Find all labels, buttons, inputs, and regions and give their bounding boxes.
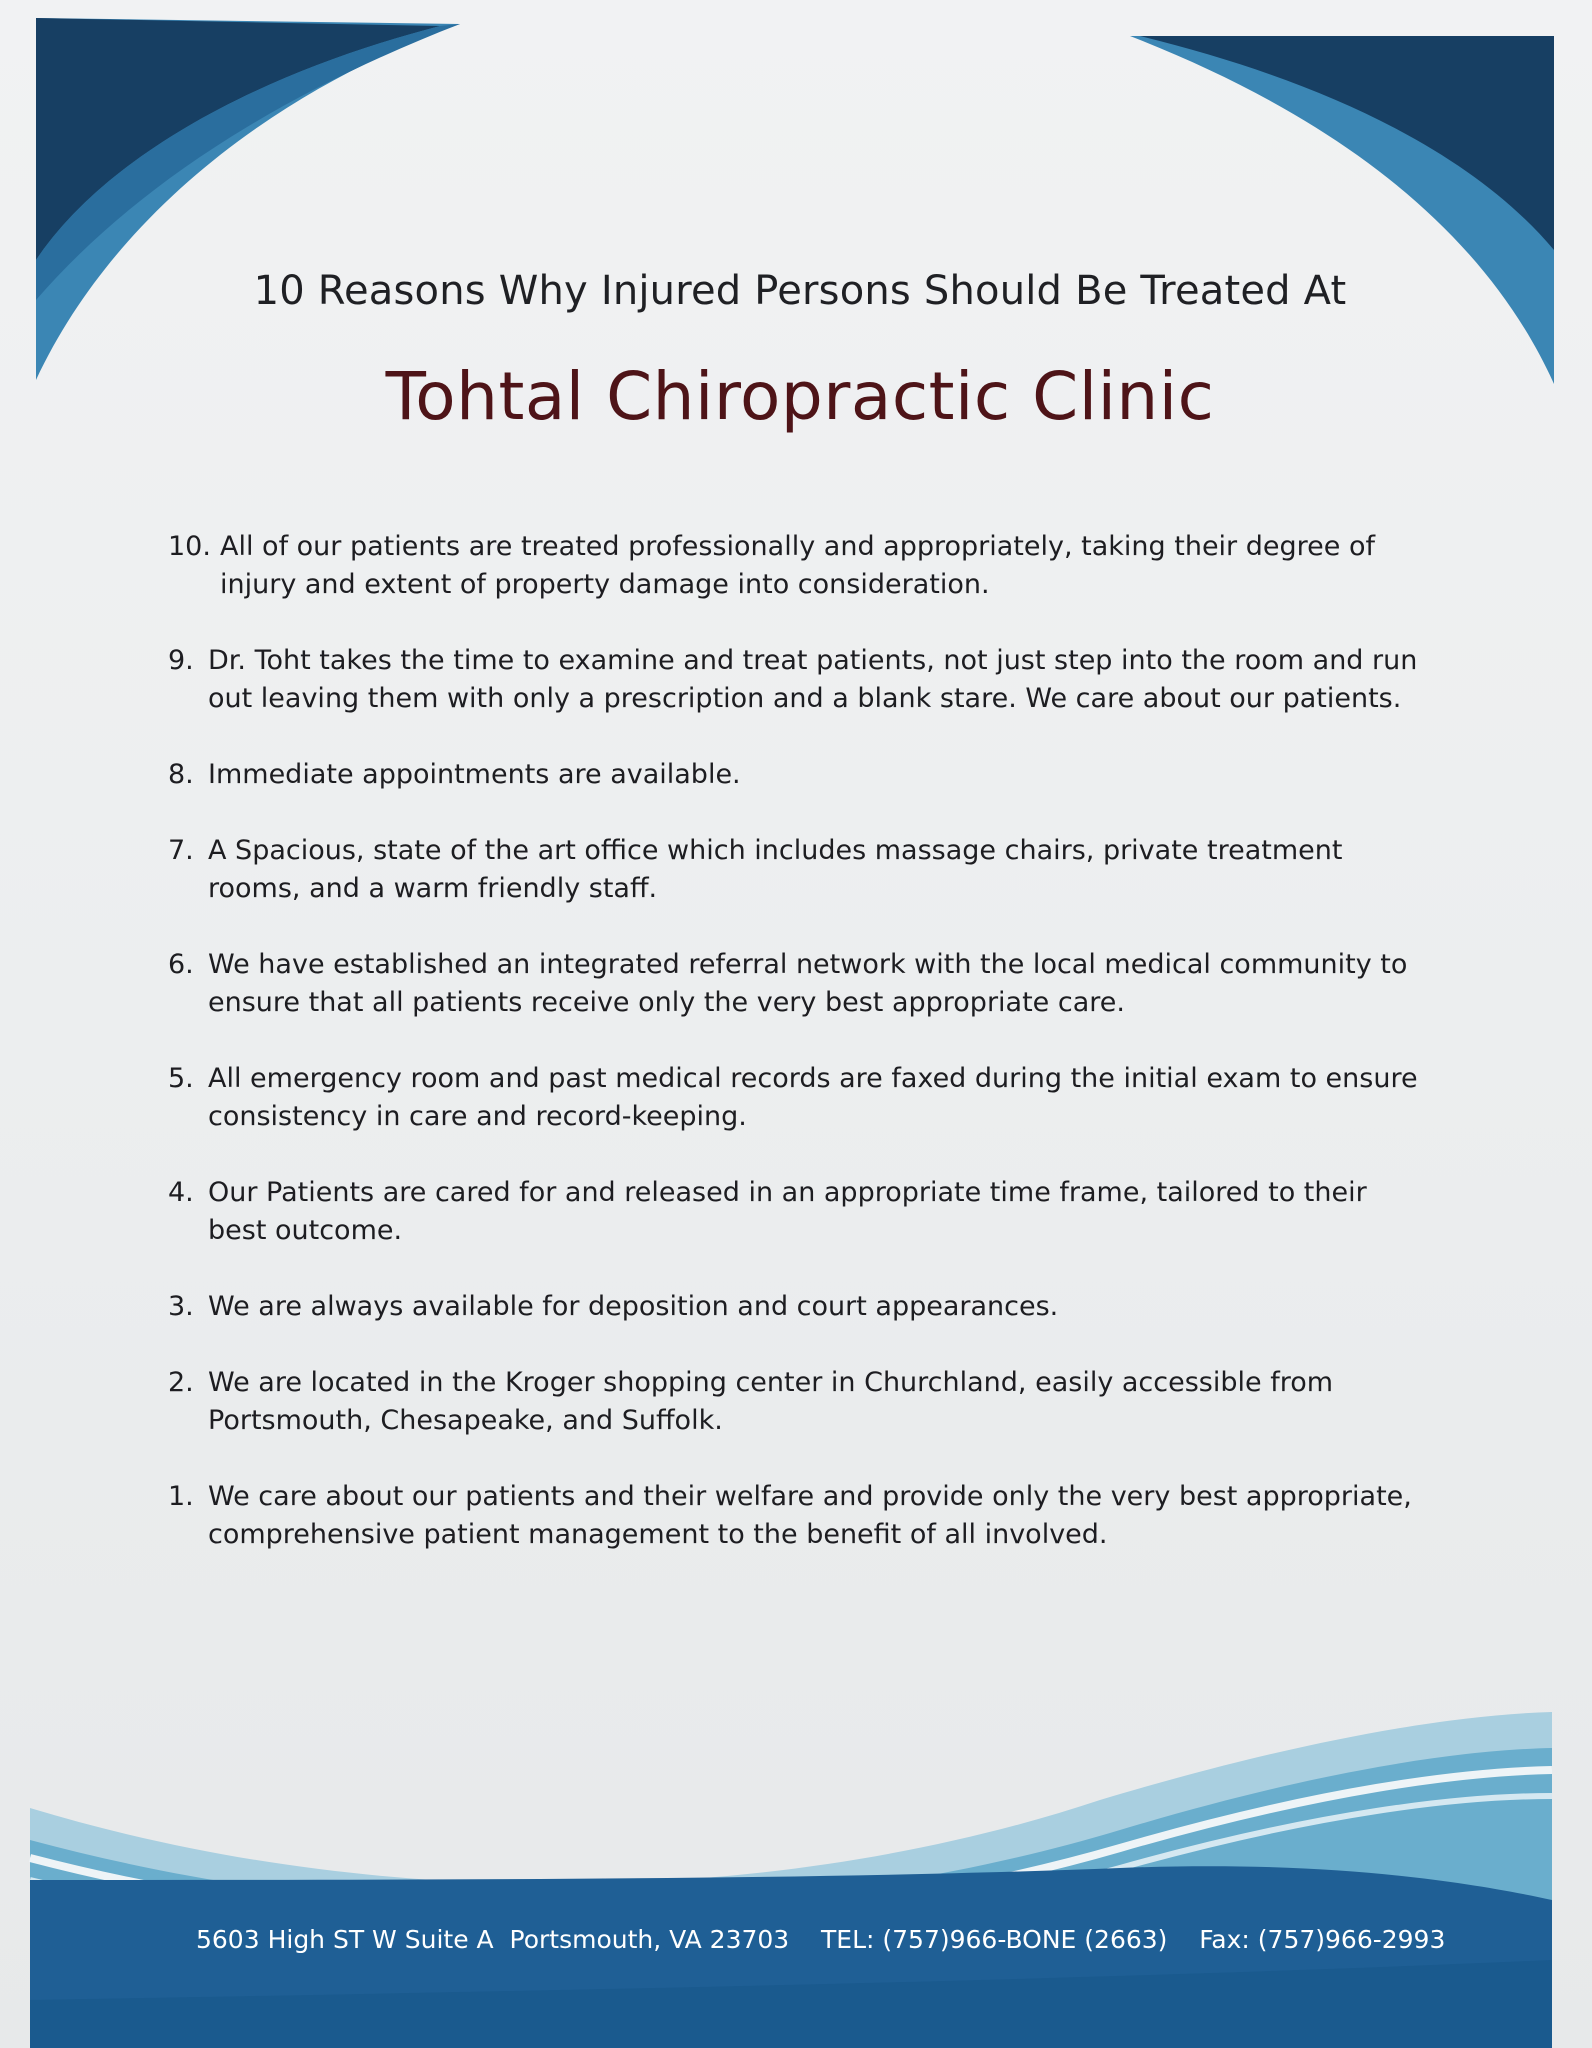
reason-item xyxy=(168,642,1428,718)
reason-number: 3. xyxy=(168,1291,194,1322)
reason-text: Immediate appointments are available. xyxy=(208,759,741,790)
reason-text: We have established an integrated referral network with the local medical community to ensure that all patients receive only the very best appropriate care. xyxy=(208,949,1408,1018)
reason-number: 4. xyxy=(168,1177,194,1208)
reason-text: Our Patients are cared for and released in an appropriate time frame, tailored to their best outcome. xyxy=(208,1177,1367,1246)
footer-contact xyxy=(196,1925,1446,1954)
reason-number: 8. xyxy=(168,759,194,790)
footer-address: 5603 High ST W Suite A Portsmouth, VA 23703 xyxy=(196,1925,790,1954)
reason-text: We are always available for deposition and court appearances. xyxy=(208,1291,1059,1322)
reason-number: 1. xyxy=(168,1481,194,1512)
reason-item xyxy=(168,1174,1428,1250)
reason-number: 7. xyxy=(168,835,194,866)
reason-text: All emergency room and past medical records are faxed during the initial exam to ensure consistency in care and record-keeping. xyxy=(208,1063,1418,1132)
reason-number: 6. xyxy=(168,949,194,980)
reason-text: A Spacious, state of the art office which includes massage chairs, private treatment rooms, and a warm friendly staff. xyxy=(208,835,1343,904)
reason-item xyxy=(168,946,1428,1022)
reason-item xyxy=(168,832,1428,908)
reason-number: 5. xyxy=(168,1063,194,1094)
reason-item xyxy=(168,1060,1428,1136)
flyer-heading: 10 Reasons Why Injured Persons Should Be Treated At xyxy=(253,268,1347,314)
footer-fax: Fax: (757)966-2993 xyxy=(1199,1925,1446,1954)
reason-item xyxy=(168,1288,1428,1326)
reason-text: Dr. Toht takes the time to examine and treat patients, not just step into the room and run out leaving them with only a prescription and a blank stare. We care about our patients. xyxy=(208,645,1418,714)
reason-text: We care about our patients and their welfare and provide only the very best appropriate, comprehensive patient management to the benefit of all involved. xyxy=(208,1481,1412,1550)
reason-item xyxy=(168,756,1428,794)
reason-item xyxy=(168,528,1428,604)
reason-number: 9. xyxy=(168,645,194,676)
reasons-list xyxy=(168,528,1428,1592)
reason-item xyxy=(168,1478,1428,1554)
footer-tel: TEL: (757)966-BONE (2663) xyxy=(821,1925,1168,1954)
reason-item xyxy=(168,1364,1428,1440)
clinic-name-title: Tohtal Chiropractic Clinic xyxy=(385,358,1215,435)
reason-number: 2. xyxy=(168,1367,194,1398)
reason-number: 10. xyxy=(168,531,211,562)
reason-text: We are located in the Kroger shopping center in Churchland, easily accessible from Portsmouth, Chesapeake, and Suffolk. xyxy=(208,1367,1334,1436)
reason-text: All of our patients are treated professionally and appropriately, taking their degree of injury and extent of property damage into consideration. xyxy=(220,531,1375,600)
